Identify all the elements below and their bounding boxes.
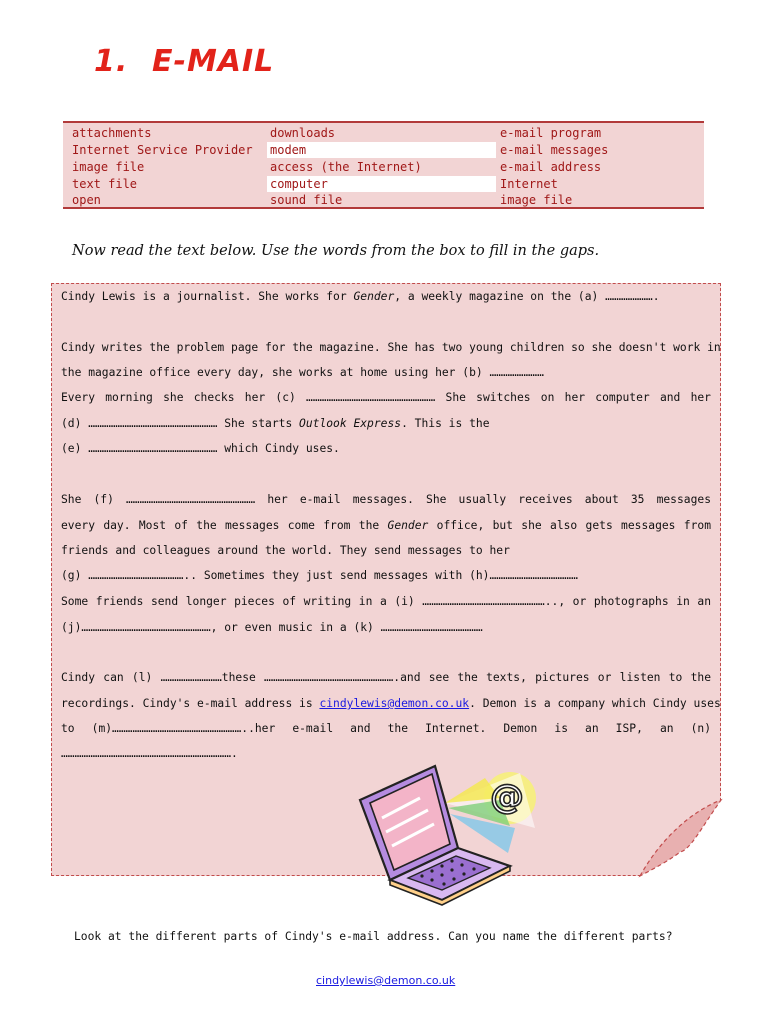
question-text: Look at the different parts of Cindy's e-mail address. Can you name the different parts? <box>74 930 673 943</box>
text-line: …………………………………………………………………. <box>61 747 238 760</box>
word-box-item: Internet Service Provider <box>72 143 253 157</box>
laptop-email-icon <box>350 758 550 908</box>
word-box-item: sound file <box>270 193 343 207</box>
page-title <box>94 44 274 79</box>
word-box-item: image file <box>72 160 145 174</box>
text-line: Cindy writes the problem page for the magazine. She has two young children so she doesn't work in <box>61 341 721 354</box>
text-line: recordings. Cindy's e-mail address is cindylewis@demon.co.uk. Demon is a company which Cindy uses <box>61 697 721 710</box>
text-line: (j)…………………………………………………, or even music in a (k) ……………………………………… <box>61 621 483 634</box>
text-line: Some friends send longer pieces of writing in a (i) ……………………………………………….., or photographs in an <box>61 595 711 608</box>
word-box-item: computer <box>267 176 496 192</box>
word-box <box>63 121 704 209</box>
text-line: (g) …………………………………….. Sometimes they just send messages with (h)………………………………… <box>61 569 578 582</box>
title-text: E-MAIL <box>152 44 275 79</box>
email-address-link[interactable]: cindylewis@demon.co.uk <box>316 974 456 987</box>
word-box-item: modem <box>267 142 496 158</box>
text-line: friends and colleagues around the world. They send messages to her <box>61 544 510 557</box>
text-line: Cindy can (l) ………………………these ………………………………………………….and see the texts, pictures or listen to the <box>61 671 711 684</box>
text-line: to (m)…………………………………………………..her e-mail and the Internet. Demon is an ISP, an (n) <box>61 722 711 735</box>
word-box-item: e-mail address <box>500 160 602 174</box>
text-line: Every morning she checks her (c) ………………………………………………… She switches on her computer and her <box>61 391 711 404</box>
text-line: (d) ………………………………………………… She starts Outlook Express. This is the <box>61 417 490 430</box>
word-box-item: attachments <box>72 126 152 140</box>
word-box-item: e-mail program <box>500 126 602 140</box>
email-link[interactable]: cindylewis@demon.co.uk <box>319 697 470 710</box>
word-box-item: image file <box>500 193 573 207</box>
word-box-item: downloads <box>270 126 336 140</box>
text-line: Cindy Lewis is a journalist. She works for Gender, a weekly magazine on the (a) …………………. <box>61 290 660 303</box>
text-line: every day. Most of the messages come from the Gender office, but she also gets messages from <box>61 519 711 532</box>
word-box-item: Internet <box>500 177 558 191</box>
text-line: She (f) ………………………………………………… her e-mail messages. She usually receives about 35 messages <box>61 493 711 506</box>
text-line: the magazine office every day, she works at home using her (b) …………………… <box>61 366 544 379</box>
instructions: Now read the text below. Use the words from the box to fill in the gaps. <box>72 243 600 259</box>
text-line: (e) ………………………………………………… which Cindy uses. <box>61 442 340 455</box>
svg-text:@: @ <box>490 777 524 817</box>
title-number: 1. <box>94 44 129 79</box>
word-box-item: open <box>72 193 101 207</box>
word-box-item: access (the Internet) <box>270 160 422 174</box>
word-box-item: e-mail messages <box>500 143 609 157</box>
word-box-item: text file <box>72 177 138 191</box>
